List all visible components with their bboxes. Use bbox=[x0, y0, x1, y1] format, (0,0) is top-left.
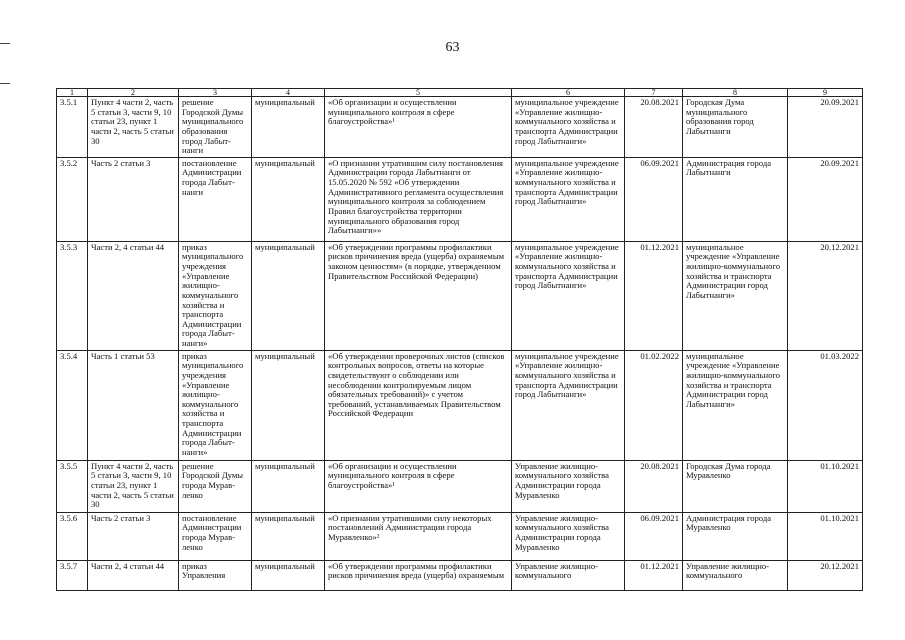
page-number: 63 bbox=[445, 40, 460, 55]
item-number: 3.5.4 bbox=[57, 350, 88, 460]
adopting-body: Управление жилищно-коммунального bbox=[683, 560, 788, 590]
adoption-date: 20.09.2021 bbox=[788, 157, 863, 241]
legal-acts-table bbox=[56, 88, 863, 591]
law-article: Часть 2 статьи 3 bbox=[88, 157, 179, 241]
law-article: Части 2, 4 статьи 44 bbox=[88, 241, 179, 350]
developer: муниципальное учреждение «Управление жилищно-коммунального хозяйства и транспорта Администрации город Лабытнанги» bbox=[512, 157, 625, 241]
column-number: 2 bbox=[88, 89, 179, 97]
law-article: Пункт 4 части 2, часть 5 статьи 3, части 9, 10 статьи 23, пункт 1 части 2, часть 5 статьи 30 bbox=[88, 460, 179, 512]
developer: Управление жилищно-коммунального bbox=[512, 560, 625, 590]
developer: Управление жилищно-коммунального хозяйства Администрации города Муравленко bbox=[512, 460, 625, 512]
adopting-body: муниципальное учреждение «Управление жилищно-коммунального хозяйства и транспорта Администрации город Лабытнанги» bbox=[683, 350, 788, 460]
table-row bbox=[57, 350, 863, 460]
table-row bbox=[57, 241, 863, 350]
adopting-body: Городская Дума муниципального образования город Лабытнанги bbox=[683, 97, 788, 158]
draft-date: 01.02.2022 bbox=[625, 350, 683, 460]
act-form: решение Городской Думы муниципального образования город Лабыт-нанги bbox=[179, 97, 252, 158]
item-number: 3.5.1 bbox=[57, 97, 88, 158]
act-form: постановление Администрации города Лабыт-нанги bbox=[179, 157, 252, 241]
act-form: решение Городской Думы города Мурав-ленко bbox=[179, 460, 252, 512]
column-number: 5 bbox=[325, 89, 512, 97]
table-row bbox=[57, 560, 863, 590]
developer: муниципальное учреждение «Управление жилищно-коммунального хозяйства и транспорта Администрации город Лабытнанги» bbox=[512, 241, 625, 350]
item-number: 3.5.2 bbox=[57, 157, 88, 241]
act-form: приказ муниципального учреждения «Управление жилищно-коммунального хозяйства и транспорта Администрации города Лабыт-нанги» bbox=[179, 350, 252, 460]
adopting-body: Городская Дума города Муравленко bbox=[683, 460, 788, 512]
act-form: приказ муниципального учреждения «Управление жилищно-коммунального хозяйства и транспорта Администрации города Лабыт-нанги» bbox=[179, 241, 252, 350]
column-number-row bbox=[57, 89, 863, 97]
adoption-date: 01.10.2021 bbox=[788, 512, 863, 560]
draft-date: 01.12.2021 bbox=[625, 560, 683, 590]
item-number: 3.5.5 bbox=[57, 460, 88, 512]
law-article: Часть 2 статьи 3 bbox=[88, 512, 179, 560]
act-level: муниципальный bbox=[252, 350, 325, 460]
adopting-body: Администрация города Муравленко bbox=[683, 512, 788, 560]
act-title: «О признании утратившим силу постановления Администрации города Лабытнанги от 15.05.2020 № 592 «Об утверждении Административного регламента осуществления муниципального контроля за соблюдением Правил благоустройства территории муниципального образования город Лабытнанги»» bbox=[325, 157, 512, 241]
table-row bbox=[57, 512, 863, 560]
adopting-body: муниципальное учреждение «Управление жилищно-коммунального хозяйства и транспорта Администрации город Лабытнанги» bbox=[683, 241, 788, 350]
table-row bbox=[57, 460, 863, 512]
adoption-date: 20.09.2021 bbox=[788, 97, 863, 158]
act-form: приказ Управления bbox=[179, 560, 252, 590]
developer: муниципальное учреждение «Управление жилищно-коммунального хозяйства и транспорта Администрации город Лабытнанги» bbox=[512, 350, 625, 460]
draft-date: 06.09.2021 bbox=[625, 157, 683, 241]
item-number: 3.5.7 bbox=[57, 560, 88, 590]
act-title: «Об утверждении проверочных листов (списков контрольных вопросов, ответы на которые свидетельствуют о соблюдении или несоблюдении контролируемым лицом обязательных требований)» с учетом требований, устанавливаемых Правительством Российской Федерации bbox=[325, 350, 512, 460]
law-article: Пункт 4 части 2, часть 5 статьи 3, части 9, 10 статьи 23, пункт 1 части 2, часть 5 статьи 30 bbox=[88, 97, 179, 158]
act-title: «Об организации и осуществлении муниципального контроля в сфере благоустройства»¹ bbox=[325, 97, 512, 158]
column-number: 7 bbox=[625, 89, 683, 97]
act-title: «Об организации и осуществлении муниципального контроля в сфере благоустройства»¹ bbox=[325, 460, 512, 512]
act-title: «О признании утратившими силу некоторых постановлений Администрации города Муравленко»² bbox=[325, 512, 512, 560]
act-title: «Об утверждении программы профилактики рисков причинения вреда (ущерба) охраняемым bbox=[325, 560, 512, 590]
column-number: 8 bbox=[683, 89, 788, 97]
act-level: муниципальный bbox=[252, 241, 325, 350]
draft-date: 20.08.2021 bbox=[625, 460, 683, 512]
adopting-body: Администрация города Лабытнанги bbox=[683, 157, 788, 241]
act-level: муниципальный bbox=[252, 560, 325, 590]
draft-date: 01.12.2021 bbox=[625, 241, 683, 350]
table-row bbox=[57, 97, 863, 158]
table-row bbox=[57, 157, 863, 241]
column-number: 9 bbox=[788, 89, 863, 97]
page-edge-mark-bottom bbox=[0, 83, 10, 84]
adoption-date: 20.12.2021 bbox=[788, 560, 863, 590]
draft-date: 20.08.2021 bbox=[625, 97, 683, 158]
law-article: Часть 1 статьи 53 bbox=[88, 350, 179, 460]
column-number: 6 bbox=[512, 89, 625, 97]
adoption-date: 01.03.2022 bbox=[788, 350, 863, 460]
item-number: 3.5.3 bbox=[57, 241, 88, 350]
adoption-date: 20.12.2021 bbox=[788, 241, 863, 350]
developer: Управление жилищно-коммунального хозяйства Администрации города Муравленко bbox=[512, 512, 625, 560]
item-number: 3.5.6 bbox=[57, 512, 88, 560]
act-level: муниципальный bbox=[252, 460, 325, 512]
act-level: муниципальный bbox=[252, 157, 325, 241]
act-level: муниципальный bbox=[252, 97, 325, 158]
act-form: постановление Администрации города Мурав-ленко bbox=[179, 512, 252, 560]
law-article: Части 2, 4 статьи 44 bbox=[88, 560, 179, 590]
column-number: 3 bbox=[179, 89, 252, 97]
act-title: «Об утверждении программы профилактики рисков причинения вреда (ущерба) охраняемым законом ценностям» (в порядке, утвержденном Правительством Российской Федерации) bbox=[325, 241, 512, 350]
column-number: 1 bbox=[57, 89, 88, 97]
developer: муниципальное учреждение «Управление жилищно-коммунального хозяйства и транспорта Администрации город Лабытнанги» bbox=[512, 97, 625, 158]
adoption-date: 01.10.2021 bbox=[788, 460, 863, 512]
column-number: 4 bbox=[252, 89, 325, 97]
draft-date: 06.09.2021 bbox=[625, 512, 683, 560]
act-level: муниципальный bbox=[252, 512, 325, 560]
